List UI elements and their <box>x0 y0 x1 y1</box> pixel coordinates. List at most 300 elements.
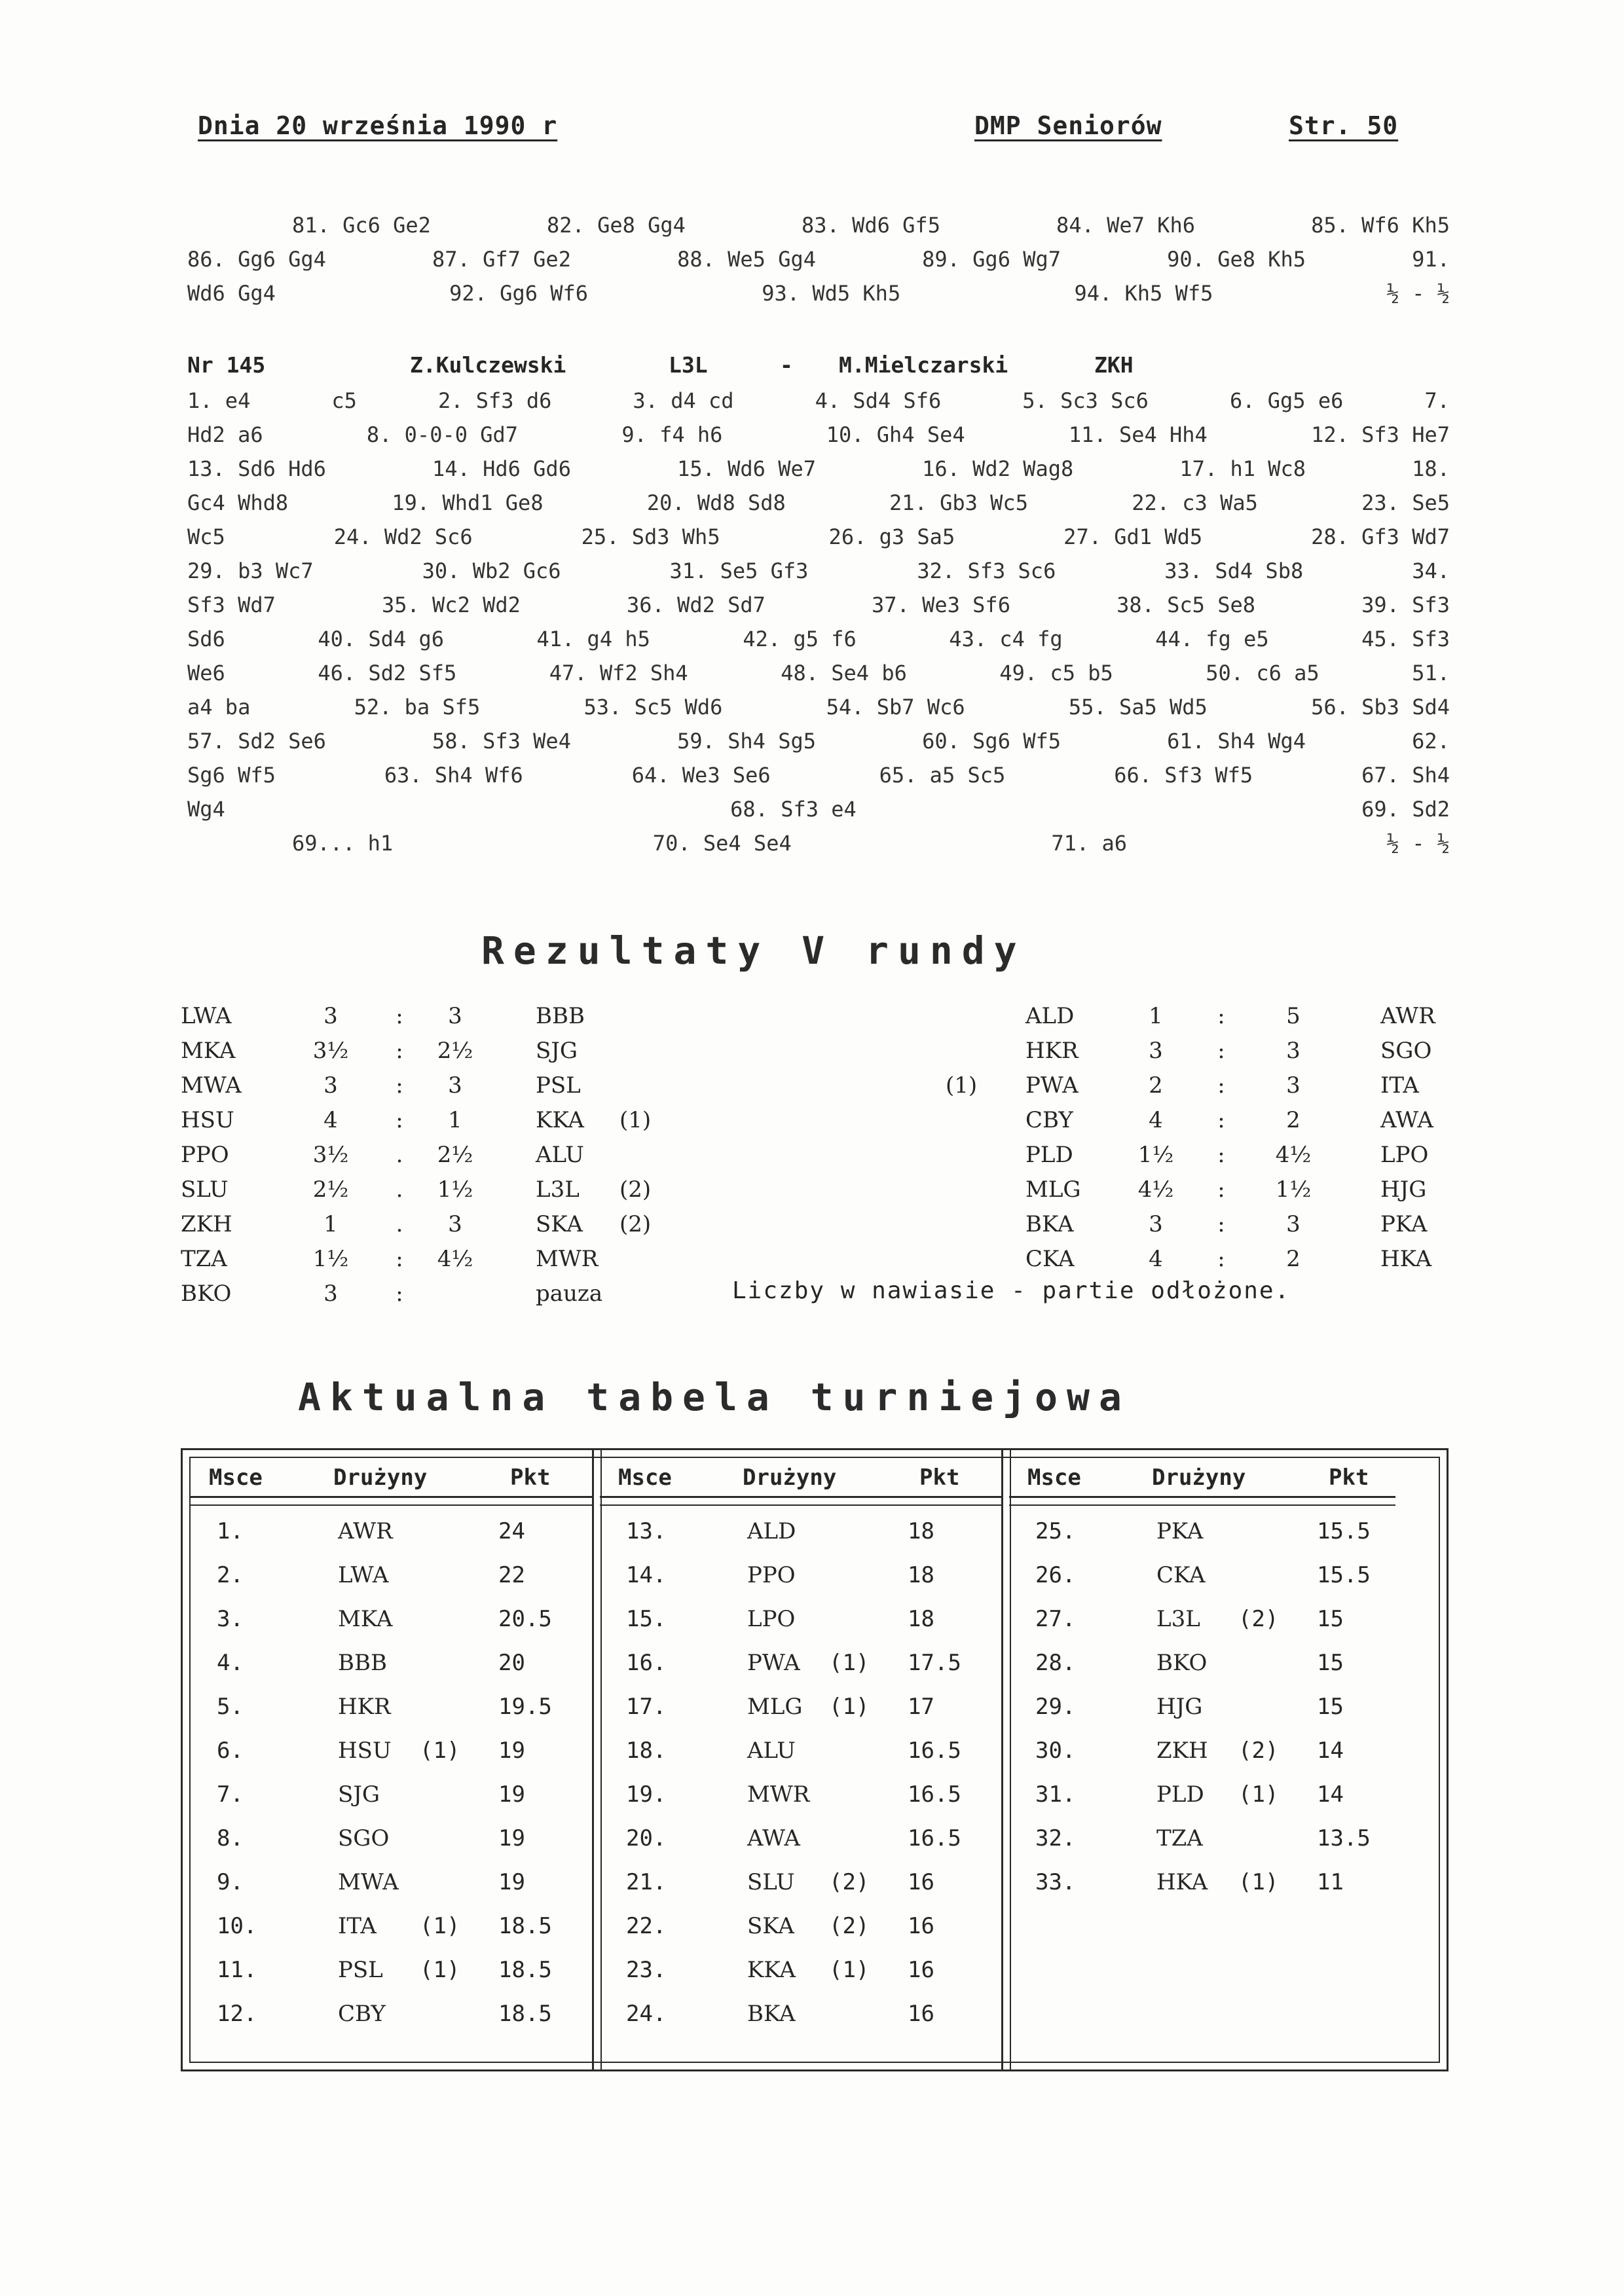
standing-place: 11. <box>217 1957 257 1983</box>
score-separator: : <box>1217 1211 1225 1237</box>
standings-row <box>1009 1598 1395 1642</box>
col-place-header: Msce <box>618 1465 672 1491</box>
team-away: ALU <box>536 1142 584 1168</box>
standing-place: 2. <box>217 1562 244 1588</box>
standings-row <box>600 1510 1001 1554</box>
standing-team: AWA <box>747 1825 800 1851</box>
standings-row <box>191 1817 592 1861</box>
move-text: 31. Se5 Gf3 <box>669 558 809 583</box>
move-text: 49. c5 b5 <box>999 661 1113 685</box>
standing-team: KKA <box>747 1957 796 1983</box>
standing-place: 4. <box>217 1650 244 1676</box>
team-home: HKR <box>1025 1038 1079 1064</box>
standing-place: 31. <box>1035 1781 1076 1808</box>
move-text: 69. Sd2 <box>1361 797 1450 822</box>
score-away: 3 <box>448 1211 462 1237</box>
standing-team: HJG <box>1156 1694 1203 1720</box>
standing-points: 11 <box>1317 1869 1344 1895</box>
standings-row <box>191 1861 592 1905</box>
move-text: 61. Sh4 Wg4 <box>1167 729 1306 754</box>
col-team-header: Drużyny <box>743 1465 837 1491</box>
standing-team: TZA <box>1156 1825 1203 1851</box>
score-separator: . <box>396 1142 403 1168</box>
team-home: PPO <box>181 1142 229 1168</box>
standing-points: 15 <box>1317 1606 1344 1632</box>
team-away: pauza <box>536 1281 603 1307</box>
standing-points: 19.5 <box>498 1694 552 1720</box>
move-text: 36. Wd2 Sd7 <box>627 592 766 617</box>
standing-place: 13. <box>626 1518 667 1544</box>
move-text: 18. <box>1412 456 1450 481</box>
score-home: 3 <box>1149 1038 1163 1064</box>
standing-team: LPO <box>747 1606 796 1632</box>
standing-place: 23. <box>626 1957 667 1983</box>
move-text: 20. Wd8 Sd8 <box>646 490 786 515</box>
move-text: 41. g4 h5 <box>536 627 650 651</box>
results-heading: Rezultaty V rundy <box>481 928 1026 973</box>
standing-points: 16.5 <box>908 1781 961 1808</box>
score-away: 2½ <box>437 1142 473 1168</box>
score-home: 1 <box>1149 1003 1163 1029</box>
team-home: BKA <box>1025 1211 1074 1237</box>
team-away: KKA <box>536 1107 584 1133</box>
move-text: 32. Sf3 Sc6 <box>917 558 1056 583</box>
postponed-count: (1) <box>420 1957 460 1983</box>
standing-team: MKA <box>338 1606 393 1632</box>
result-row <box>0 1103 1433 1138</box>
score-home: 4 <box>323 1107 338 1133</box>
postponed-count: (2) <box>829 1869 870 1895</box>
postponed-count: (1) <box>829 1694 870 1720</box>
standing-points: 16.5 <box>908 1825 961 1851</box>
standing-points: 15 <box>1317 1650 1344 1676</box>
standing-points: 18 <box>908 1518 934 1544</box>
team-home: ZKH <box>181 1211 232 1237</box>
standings-row <box>600 1774 1001 1817</box>
score-home: 3½ <box>312 1142 349 1168</box>
move-line <box>187 588 1450 622</box>
game-header <box>187 348 1450 382</box>
move-text: 4. Sd4 Sf6 <box>815 388 942 413</box>
move-text: 15. Wd6 We7 <box>677 456 816 481</box>
standings-row <box>1009 1861 1395 1905</box>
move-text: 30. Wb2 Gc6 <box>422 558 561 583</box>
standing-points: 17 <box>908 1694 934 1720</box>
standing-team: HKA <box>1156 1869 1208 1895</box>
move-text: 69... h1 <box>292 831 394 856</box>
standings-row <box>191 1642 592 1686</box>
result-row <box>0 1034 1432 1068</box>
standings-column <box>600 1458 1001 2062</box>
postponed-count: (1) <box>420 1738 460 1764</box>
move-text: 44. fg e5 <box>1155 627 1269 651</box>
move-line <box>187 758 1450 792</box>
standings-row <box>191 1554 592 1598</box>
move-text: Wc5 <box>187 524 225 549</box>
move-line <box>187 384 1450 418</box>
move-text: 34. <box>1412 558 1450 583</box>
move-text: 43. c4 fg <box>949 627 1063 651</box>
move-text: 10. Gh4 Se4 <box>826 422 965 447</box>
standing-points: 20 <box>498 1650 525 1676</box>
score-separator: : <box>1217 1003 1225 1029</box>
result-row <box>0 1173 1427 1207</box>
team-home: MLG <box>1025 1176 1081 1203</box>
move-text: 40. Sd4 g6 <box>318 627 444 651</box>
standing-team: CKA <box>1156 1562 1206 1588</box>
standing-points: 19 <box>498 1825 525 1851</box>
game-moves <box>187 384 1450 860</box>
score-separator: : <box>1217 1246 1225 1272</box>
score-away: 5 <box>1286 1003 1301 1029</box>
score-separator: : <box>1217 1107 1225 1133</box>
standing-team: L3L <box>1156 1606 1200 1632</box>
team-away: AWA <box>1380 1107 1433 1133</box>
move-text: 68. Sf3 e4 <box>730 797 857 822</box>
standings-header <box>600 1458 1001 1498</box>
score-home: 3 <box>323 1281 338 1307</box>
team-away: SGO <box>1380 1038 1432 1064</box>
standing-place: 9. <box>217 1869 244 1895</box>
standing-points: 22 <box>498 1562 525 1588</box>
standings-row <box>191 1949 592 1993</box>
standings-row <box>600 1993 1001 2037</box>
score-separator: : <box>1217 1142 1225 1168</box>
standing-place: 21. <box>626 1869 667 1895</box>
move-text: Gc4 Whd8 <box>187 490 289 515</box>
previous-game-moves <box>187 208 1450 310</box>
standings-header <box>1009 1458 1395 1498</box>
standing-team: MWA <box>338 1869 399 1895</box>
move-text: 33. Sd4 Sb8 <box>1164 558 1304 583</box>
standings-row <box>1009 1774 1395 1817</box>
move-text: 13. Sd6 Hd6 <box>187 456 326 481</box>
move-text: 17. h1 Wc8 <box>1179 456 1306 481</box>
standing-points: 18.5 <box>498 1913 552 1939</box>
standing-points: 18.5 <box>498 1957 552 1983</box>
move-text: Sd6 <box>187 627 225 651</box>
move-text: 37. We3 Sf6 <box>872 592 1010 617</box>
standing-points: 24 <box>498 1518 525 1544</box>
move-text: 58. Sf3 We4 <box>432 729 571 754</box>
score-home: 4 <box>1149 1246 1163 1272</box>
score-separator: : <box>396 1003 403 1029</box>
move-text: 70. Se4 Se4 <box>652 831 792 856</box>
move-text: 81. Gc6 Ge2 <box>292 213 431 238</box>
score-separator: : <box>396 1038 403 1064</box>
move-text: 24. Wd2 Sc6 <box>333 524 473 549</box>
move-text: 45. Sf3 <box>1361 627 1450 651</box>
move-text: 50. c6 a5 <box>1206 661 1320 685</box>
standing-place: 22. <box>626 1913 667 1939</box>
game-number: Nr 145 <box>187 352 266 378</box>
standing-place: 25. <box>1035 1518 1076 1544</box>
move-text: 1. e4 <box>187 388 251 413</box>
result-row <box>0 1138 1429 1173</box>
team-away: ITA <box>1380 1072 1419 1099</box>
col-place-header: Msce <box>209 1465 263 1491</box>
standing-place: 20. <box>626 1825 667 1851</box>
score-home: 3 <box>323 1072 338 1099</box>
move-text: 89. Gg6 Wg7 <box>922 247 1061 272</box>
team-home: SLU <box>181 1176 229 1203</box>
standing-points: 16 <box>908 1913 934 1939</box>
page-number: Str. 50 <box>1289 111 1399 140</box>
move-text: 16. Wd2 Wag8 <box>922 456 1074 481</box>
standing-points: 18 <box>908 1606 934 1632</box>
standing-team: MWR <box>747 1781 810 1808</box>
standing-points: 14 <box>1317 1781 1344 1808</box>
move-text: c5 <box>331 388 357 413</box>
score-separator: : <box>396 1281 403 1307</box>
standing-team: ALU <box>747 1738 796 1764</box>
standing-points: 15 <box>1317 1694 1344 1720</box>
standing-team: PPO <box>747 1562 796 1588</box>
standing-place: 8. <box>217 1825 244 1851</box>
standing-points: 13.5 <box>1317 1825 1371 1851</box>
standing-points: 15.5 <box>1317 1562 1371 1588</box>
standings-row <box>600 1730 1001 1774</box>
score-separator: . <box>396 1211 403 1237</box>
move-text: 84. We7 Kh6 <box>1056 213 1195 238</box>
black-player: M.Mielczarski <box>839 352 1008 378</box>
move-text: 62. <box>1412 729 1450 754</box>
standings-row <box>600 1598 1001 1642</box>
standing-team: SJG <box>338 1781 380 1808</box>
team-home: TZA <box>181 1246 227 1272</box>
team-home: PLD <box>1025 1142 1073 1168</box>
score-home: 1½ <box>312 1246 349 1272</box>
move-text: 5. Sc3 Sc6 <box>1022 388 1149 413</box>
move-text: 22. c3 Wa5 <box>1132 490 1258 515</box>
standings-row <box>600 1861 1001 1905</box>
score-away: 3 <box>448 1003 462 1029</box>
standing-team: MLG <box>747 1694 803 1720</box>
move-text: 29. b3 Wc7 <box>187 558 314 583</box>
move-line <box>187 724 1450 758</box>
move-line <box>187 276 1450 310</box>
standing-points: 18.5 <box>498 2001 552 2027</box>
team-home: BKO <box>181 1281 232 1307</box>
move-text: 26. g3 Sa5 <box>828 524 955 549</box>
move-text: 2. Sf3 d6 <box>437 388 552 413</box>
standing-place: 16. <box>626 1650 667 1676</box>
standings-row <box>1009 1554 1395 1598</box>
standing-team: BKO <box>1156 1650 1208 1676</box>
white-player: Z.Kulczewski <box>410 352 566 378</box>
standing-team: LWA <box>338 1562 389 1588</box>
standing-points: 19 <box>498 1869 525 1895</box>
standing-team: PLD <box>1156 1781 1204 1808</box>
standing-place: 32. <box>1035 1825 1076 1851</box>
team-away: SJG <box>536 1038 578 1064</box>
standing-team: HSU <box>338 1738 392 1764</box>
move-text: 85. Wf6 Kh5 <box>1311 213 1450 238</box>
move-line <box>187 792 1450 826</box>
standing-team: SLU <box>747 1869 795 1895</box>
team-home: CBY <box>1025 1107 1073 1133</box>
standing-place: 19. <box>626 1781 667 1808</box>
postponed-count: (2) <box>829 1913 870 1939</box>
black-team: ZKH <box>1094 352 1134 378</box>
move-text: 19. Whd1 Ge8 <box>392 490 544 515</box>
team-home: PWA <box>1025 1072 1079 1099</box>
standing-team: AWR <box>338 1518 393 1544</box>
postponed-count: (1) <box>1238 1869 1279 1895</box>
move-text: 65. a5 Sc5 <box>879 763 1006 788</box>
move-text: 55. Sa5 Wd5 <box>1068 695 1208 720</box>
move-line <box>187 622 1450 656</box>
score-away: 2 <box>1286 1107 1301 1133</box>
standing-team: ITA <box>338 1913 377 1939</box>
team-away: HJG <box>1380 1176 1427 1203</box>
standings-heading: Aktualna tabela turniejowa <box>298 1375 1131 1419</box>
postponed-count: (1) <box>829 1650 870 1676</box>
postponed-count: (1) <box>829 1957 870 1983</box>
score-separator: : <box>1217 1176 1225 1203</box>
standing-team: ZKH <box>1156 1738 1208 1764</box>
move-text: 82. Ge8 Gg4 <box>547 213 686 238</box>
move-text: 39. Sf3 <box>1361 592 1450 617</box>
standing-place: 17. <box>626 1694 667 1720</box>
score-separator: : <box>396 1072 403 1099</box>
standing-points: 14 <box>1317 1738 1344 1764</box>
standing-team: PKA <box>1156 1518 1204 1544</box>
postponed-count: (1) <box>946 1072 978 1099</box>
results-note: Liczby w nawiasie - partie odłożone. <box>732 1277 1291 1304</box>
score-away: 2 <box>1286 1246 1301 1272</box>
move-text: 64. We3 Se6 <box>631 763 771 788</box>
move-text: 3. d4 cd <box>633 388 734 413</box>
score-separator: : <box>1217 1038 1225 1064</box>
move-line <box>187 418 1450 452</box>
move-text: 23. Se5 <box>1361 490 1450 515</box>
standing-place: 15. <box>626 1606 667 1632</box>
standing-place: 18. <box>626 1738 667 1764</box>
score-away: 3 <box>1286 1072 1301 1099</box>
standings-row <box>600 1949 1001 1993</box>
standing-points: 16 <box>908 1869 934 1895</box>
postponed-count: (2) <box>1238 1606 1279 1632</box>
score-away: 4½ <box>1275 1142 1312 1168</box>
move-text: 46. Sd2 Sf5 <box>318 661 457 685</box>
move-line <box>187 656 1450 690</box>
score-separator: : <box>396 1107 403 1133</box>
standing-place: 28. <box>1035 1650 1076 1676</box>
move-line <box>187 208 1450 242</box>
score-away: 1½ <box>437 1176 473 1203</box>
move-text: 12. Sf3 He7 <box>1311 422 1450 447</box>
postponed-count: (1) <box>420 1913 460 1939</box>
col-points-header: Pkt <box>1329 1465 1369 1491</box>
standings-table <box>181 1448 1449 2071</box>
result-row <box>0 1068 1419 1103</box>
move-text: 21. Gb3 Wc5 <box>889 490 1028 515</box>
standings-column <box>1009 1458 1395 2062</box>
score-home: 3½ <box>312 1038 349 1064</box>
standings-row <box>1009 1510 1395 1554</box>
standings-row <box>1009 1817 1395 1861</box>
standings-row <box>1009 1730 1395 1774</box>
move-text: 38. Sc5 Se8 <box>1116 592 1255 617</box>
team-away: MWR <box>536 1246 599 1272</box>
team-home: LWA <box>181 1003 232 1029</box>
move-text: 11. Se4 Hh4 <box>1068 422 1208 447</box>
team-away: AWR <box>1380 1003 1435 1029</box>
standing-place: 30. <box>1035 1738 1076 1764</box>
standings-row <box>191 1774 592 1817</box>
score-home: 3 <box>323 1003 338 1029</box>
score-separator: : <box>396 1246 403 1272</box>
move-text: 42. g5 f6 <box>743 627 857 651</box>
standing-place: 27. <box>1035 1606 1076 1632</box>
col-points-header: Pkt <box>919 1465 960 1491</box>
standing-place: 10. <box>217 1913 257 1939</box>
move-text: 93. Wd5 Kh5 <box>762 281 901 306</box>
standings-row <box>191 1598 592 1642</box>
standings-row <box>600 1554 1001 1598</box>
standings-row <box>191 1905 592 1949</box>
move-text: Hd2 a6 <box>187 422 263 447</box>
move-text: Sg6 Wf5 <box>187 763 276 788</box>
standing-team: SGO <box>338 1825 390 1851</box>
move-text: a4 ba <box>187 695 251 720</box>
move-text: 88. We5 Gg4 <box>677 247 816 272</box>
score-away: 4½ <box>437 1246 473 1272</box>
move-text: We6 <box>187 661 225 685</box>
move-text: 91. <box>1412 247 1450 272</box>
move-line <box>187 242 1450 276</box>
standing-place: 1. <box>217 1518 244 1544</box>
standings-row <box>600 1686 1001 1730</box>
standing-place: 5. <box>217 1694 244 1720</box>
move-text: 51. <box>1412 661 1450 685</box>
standing-points: 17.5 <box>908 1650 961 1676</box>
result-row <box>0 1242 1432 1277</box>
standing-team: HKR <box>338 1694 391 1720</box>
score-home: 3 <box>1149 1211 1163 1237</box>
postponed-count: (1) <box>1238 1781 1279 1808</box>
score-away: 1½ <box>1275 1176 1312 1203</box>
team-away: LPO <box>1380 1142 1429 1168</box>
postponed-count: (2) <box>619 1211 652 1237</box>
team-away: PSL <box>536 1072 581 1099</box>
move-text: 6. Gg5 e6 <box>1229 388 1344 413</box>
team-home: MWA <box>181 1072 242 1099</box>
standing-points: 20.5 <box>498 1606 552 1632</box>
page-date: Dnia 20 września 1990 r <box>198 111 558 140</box>
standings-row <box>600 1642 1001 1686</box>
standing-place: 14. <box>626 1562 667 1588</box>
standing-points: 19 <box>498 1781 525 1808</box>
standings-row <box>1009 1642 1395 1686</box>
move-line <box>187 690 1450 724</box>
move-text: 9. f4 h6 <box>621 422 723 447</box>
move-text: 27. Gd1 Wd5 <box>1063 524 1203 549</box>
col-team-header: Drużyny <box>1152 1465 1246 1491</box>
standing-place: 29. <box>1035 1694 1076 1720</box>
standings-row <box>191 1730 592 1774</box>
standings-row <box>600 1905 1001 1949</box>
score-home: 1½ <box>1137 1142 1174 1168</box>
standings-row <box>1009 1686 1395 1730</box>
players-separator: - <box>780 352 793 378</box>
standings-row <box>191 1686 592 1730</box>
move-text: Wg4 <box>187 797 225 822</box>
result-row <box>0 999 1435 1034</box>
move-text: 63. Sh4 Wf6 <box>384 763 523 788</box>
team-away: PKA <box>1380 1211 1428 1237</box>
